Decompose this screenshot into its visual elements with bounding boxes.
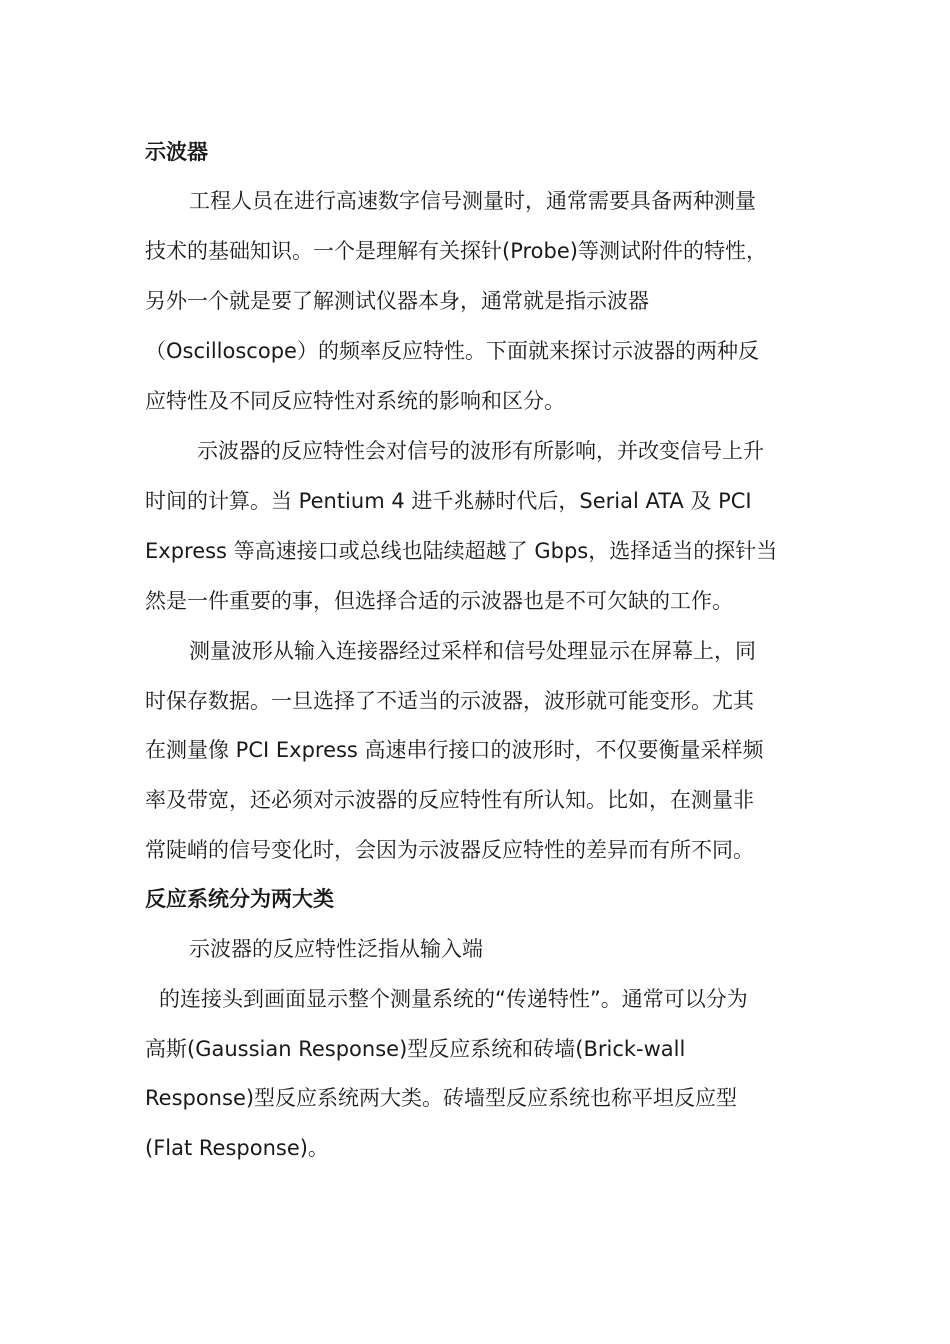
paragraph-1-line-4: （Oscilloscope）的频率反应特性。下面就来探讨示波器的两种反 (145, 339, 759, 363)
paragraph-1-line-5: 应特性及不同反应特性对系统的影响和区分。 (145, 389, 565, 413)
paragraph-2-line-4: 然是一件重要的事，但选择合适的示波器也是不可欠缺的工作。 (145, 589, 733, 613)
paragraph-3-line-2: 时保存数据。一旦选择了不适当的示波器，波形就可能变形。尤其 (145, 689, 754, 713)
paragraph-3-line-1: 测量波形从输入连接器经过采样和信号处理显示在屏幕上，同 (189, 639, 756, 663)
paragraph-3-line-5: 常陡峭的信号变化时，会因为示波器反应特性的差异而有所不同。 (145, 838, 754, 862)
paragraph-4-line-4: Response)型反应系统两大类。砖墙型反应系统也称平坦反应型 (145, 1086, 738, 1110)
paragraph-4-line-3: 高斯(Gaussian Response)型反应系统和砖墙(Brick-wall (145, 1037, 686, 1061)
paragraph-2-line-2: 时间的计算。当 Pentium 4 进千兆赫时代后，Serial ATA 及 PCI (145, 489, 752, 513)
heading-oscilloscope: 示波器 (145, 140, 208, 164)
heading-response-systems: 反应系统分为两大类 (145, 887, 334, 911)
paragraph-2-line-1: 示波器的反应特性会对信号的波形有所影响，并改变信号上升 (197, 439, 764, 463)
paragraph-4-line-5: (Flat Response)。 (145, 1136, 329, 1160)
paragraph-3-line-3: 在测量像 PCI Express 高速串行接口的波形时，不仅要衡量采样频 (145, 738, 764, 762)
paragraph-4-line-1: 示波器的反应特性泛指从输入端 (189, 937, 483, 961)
paragraph-1-line-3: 另外一个就是要了解测试仪器本身，通常就是指示波器 (145, 289, 649, 313)
paragraph-2-line-3: Express 等高速接口或总线也陆续超越了 Gbps，选择适当的探针当 (145, 539, 778, 563)
paragraph-1-line-1: 工程人员在进行高速数字信号测量时，通常需要具备两种测量 (189, 189, 756, 213)
paragraph-4-line-2: 的连接头到画面显示整个测量系统的“传递特性”。通常可以分为 (159, 987, 748, 1011)
paragraph-1-line-2: 技术的基础知识。一个是理解有关探针(Probe)等测试附件的特性， (145, 239, 767, 263)
paragraph-3-line-4: 率及带宽，还必须对示波器的反应特性有所认知。比如，在测量非 (145, 788, 754, 812)
